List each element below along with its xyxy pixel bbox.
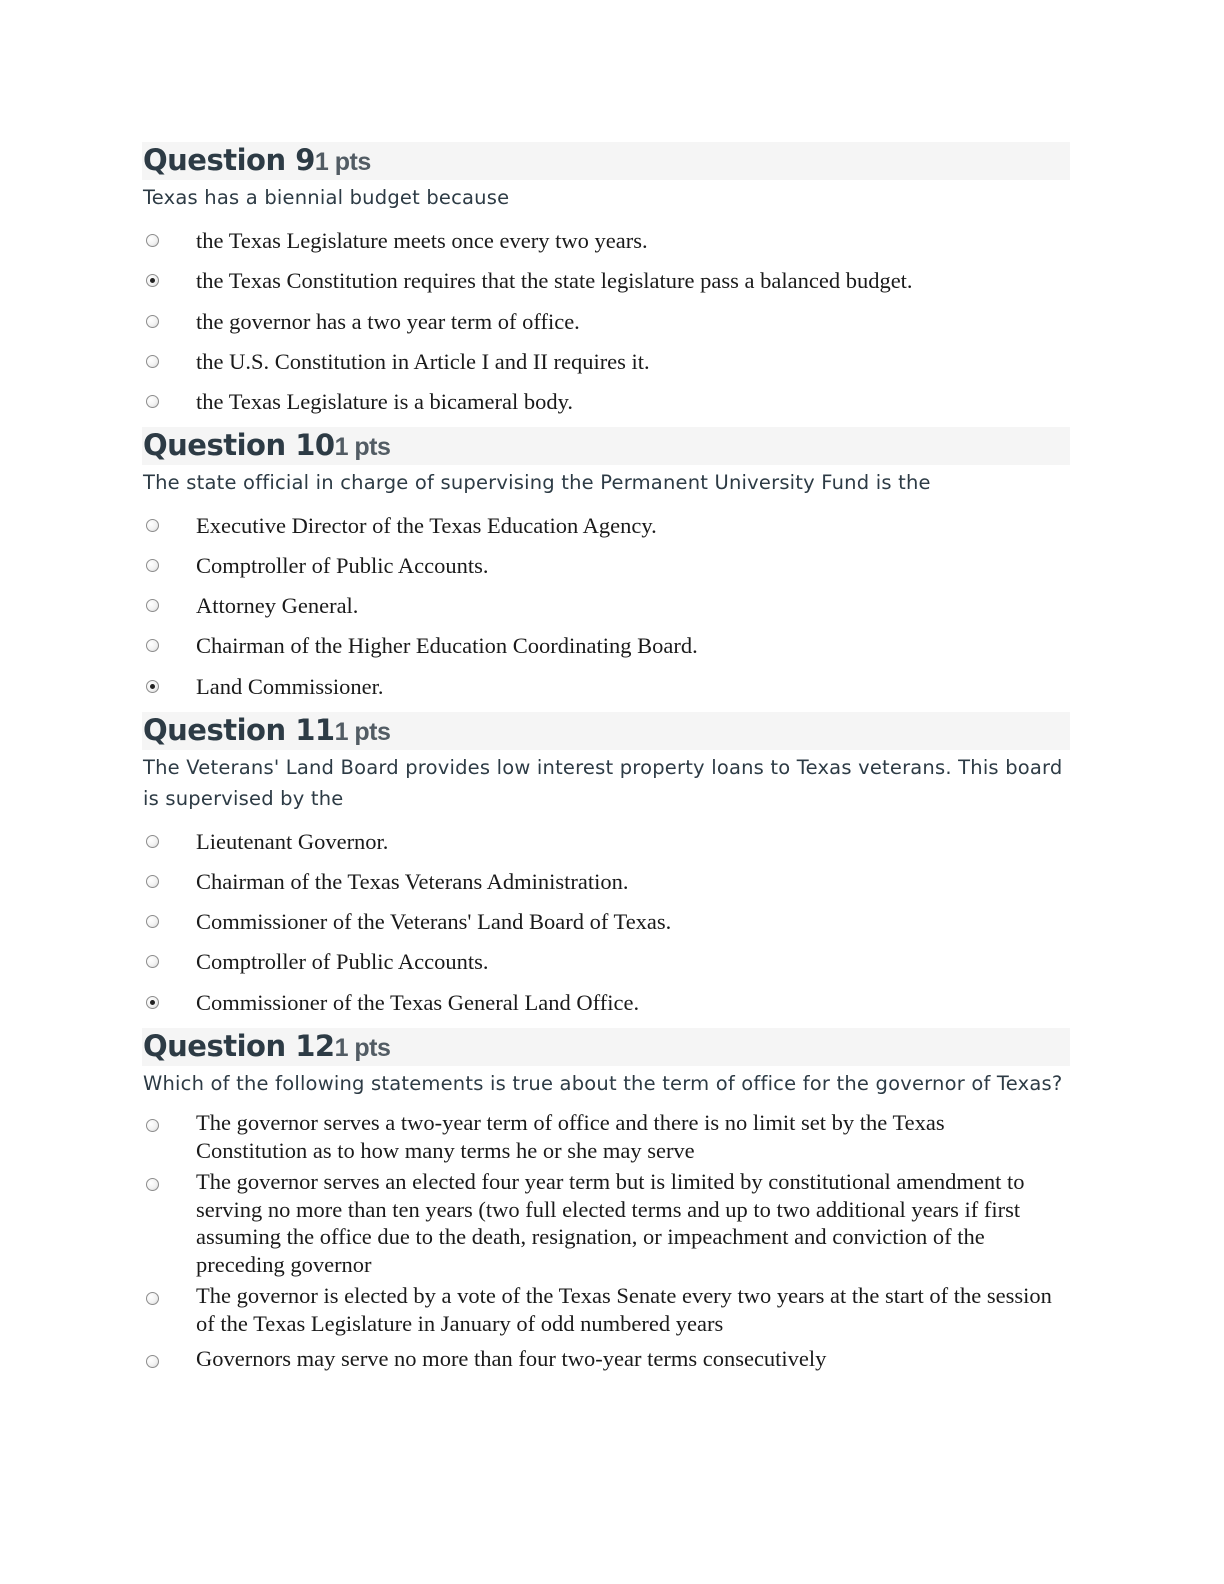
- radio-button[interactable]: [146, 315, 159, 328]
- answer-label: Chairman of the Higher Education Coordinating Board.: [196, 633, 698, 658]
- radio-button[interactable]: [146, 1178, 159, 1191]
- radio-button[interactable]: [146, 996, 159, 1009]
- answer-label: the U.S. Constitution in Article I and II requires it.: [196, 349, 650, 374]
- answer-label: Comptroller of Public Accounts.: [196, 949, 489, 974]
- answer-label: The governor is elected by a vote of the Texas Senate every two years at the start of the session of the Texas Legislature in January of odd numbered years: [196, 1283, 1052, 1336]
- question-number: Question 11: [143, 713, 335, 747]
- question-header: [142, 1028, 1070, 1066]
- radio-button[interactable]: [146, 599, 159, 612]
- question-12: [142, 1028, 1070, 1371]
- radio-button[interactable]: [146, 875, 159, 888]
- radio-button[interactable]: [146, 274, 159, 287]
- answer-label: The governor serves a two-year term of office and there is no limit set by the Texas Constitution as to how many terms he or she may serve: [196, 1110, 945, 1163]
- radio-button[interactable]: [146, 1292, 159, 1305]
- radio-button[interactable]: [146, 234, 159, 247]
- question-header: [142, 712, 1070, 750]
- answer-label: The governor serves an elected four year term but is limited by constitutional amendment to serving no more than ten years (two full elected terms and up to two additional years if first assuming the office due to the death, resignation, or impeachment and conviction of the preceding governor: [196, 1169, 1025, 1277]
- answer-label: Lieutenant Governor.: [196, 829, 389, 854]
- question-10: [142, 427, 1070, 699]
- answer-label: the Texas Constitution requires that the state legislature pass a balanced budget.: [196, 268, 913, 293]
- answer-label: Land Commissioner.: [196, 674, 384, 699]
- answer-label: Commissioner of the Veterans' Land Board of Texas.: [196, 909, 672, 934]
- question-number: Question 10: [143, 428, 335, 462]
- answer-label: Commissioner of the Texas General Land Office.: [196, 990, 640, 1015]
- radio-button[interactable]: [146, 519, 159, 532]
- radio-button[interactable]: [146, 1119, 159, 1132]
- radio-button[interactable]: [146, 639, 159, 652]
- answer-label: Chairman of the Texas Veterans Administration.: [196, 869, 629, 894]
- question-title: [142, 1027, 390, 1067]
- answer-label: Attorney General.: [196, 593, 359, 618]
- question-title: [142, 711, 390, 751]
- answer-label: the governor has a two year term of office.: [196, 309, 580, 334]
- answer-label: Governors may serve no more than four two-year terms consecutively: [196, 1346, 827, 1371]
- radio-button[interactable]: [146, 1355, 159, 1368]
- answer-label: Comptroller of Public Accounts.: [196, 553, 489, 578]
- question-points: 1 pts: [334, 718, 391, 746]
- question-points: 1 pts: [314, 148, 371, 176]
- radio-button[interactable]: [146, 915, 159, 928]
- question-11: [142, 712, 1070, 1015]
- radio-button[interactable]: [146, 355, 159, 368]
- question-points: 1 pts: [334, 1034, 391, 1062]
- question-title: [142, 426, 390, 466]
- question-title: [142, 141, 371, 181]
- radio-button[interactable]: [146, 395, 159, 408]
- question-text: The state official in charge of supervising the Permanent University Fund is the: [143, 471, 931, 494]
- question-points: 1 pts: [334, 433, 391, 461]
- radio-button[interactable]: [146, 955, 159, 968]
- question-text: The Veterans' Land Board provides low interest property loans to Texas veterans. This board is supervised by the: [143, 756, 1063, 810]
- question-text: Texas has a biennial budget because: [143, 186, 510, 209]
- radio-button[interactable]: [146, 835, 159, 848]
- answer-label: Executive Director of the Texas Education Agency.: [196, 513, 657, 538]
- answer-label: the Texas Legislature is a bicameral body.: [196, 389, 574, 414]
- radio-button[interactable]: [146, 680, 159, 693]
- question-text: Which of the following statements is true about the term of office for the governor of Texas?: [143, 1072, 1063, 1095]
- question-9: [142, 142, 1070, 414]
- question-header: [142, 142, 1070, 180]
- question-header: [142, 427, 1070, 465]
- radio-button[interactable]: [146, 559, 159, 572]
- question-number: Question 12: [143, 1029, 335, 1063]
- answer-label: the Texas Legislature meets once every two years.: [196, 228, 648, 253]
- question-number: Question 9: [143, 143, 315, 177]
